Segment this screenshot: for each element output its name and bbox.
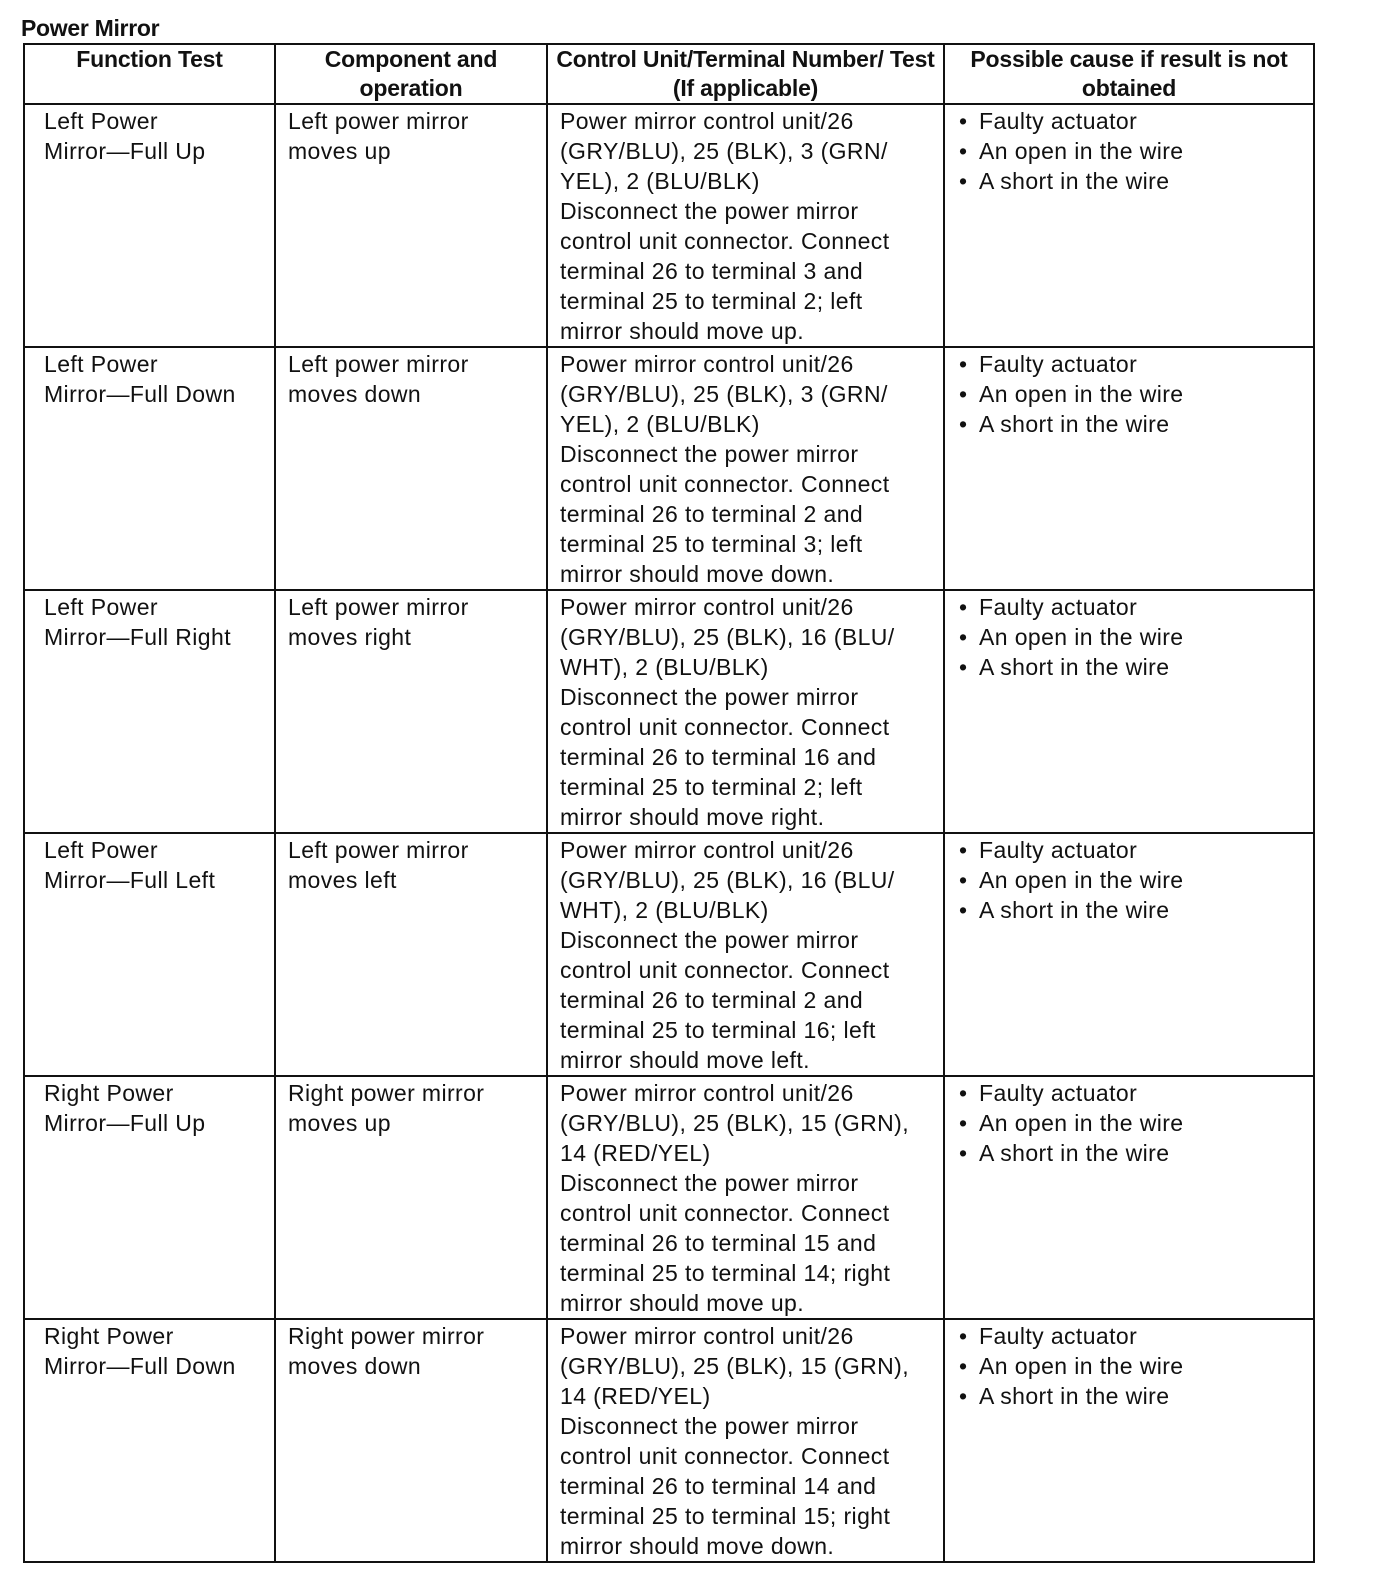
- function-test-text: Right Power Mirror—Full Up: [44, 1080, 206, 1136]
- control-unit-text: Power mirror control unit/26 (GRY/BLU), 25 (BLK), 3 (GRN/ YEL), 2 (BLU/BLK) Disconnect the power mirror control unit connector. Connect terminal 26 to terminal 2 and terminal 25 to terminal 3; left mirror should move down.: [560, 351, 890, 587]
- cell-control-unit: [547, 1076, 944, 1319]
- cause-list: [959, 1321, 1305, 1411]
- cause-item: • A short in the wire: [959, 166, 1305, 196]
- cell-component: [275, 1319, 547, 1562]
- function-test-text: Right Power Mirror—Full Down: [44, 1323, 236, 1379]
- cause-item: • Faulty actuator: [959, 106, 1305, 136]
- cell-component: [275, 347, 547, 590]
- table-row: [24, 347, 1314, 590]
- cell-control-unit: [547, 833, 944, 1076]
- cell-function-test: [24, 104, 275, 347]
- component-text: Left power mirror moves right: [288, 594, 469, 650]
- cause-item: • A short in the wire: [959, 409, 1305, 439]
- table-row: [24, 833, 1314, 1076]
- cause-list: [959, 1078, 1305, 1168]
- table-row: [24, 104, 1314, 347]
- header-component: Component and operation: [275, 44, 547, 104]
- cause-item: • Faulty actuator: [959, 592, 1305, 622]
- cause-item: • A short in the wire: [959, 1138, 1305, 1168]
- cause-list: [959, 106, 1305, 196]
- table-header-row: [24, 44, 1314, 104]
- cell-component: [275, 1076, 547, 1319]
- cell-possible-cause: [944, 1076, 1314, 1319]
- function-test-text: Left Power Mirror—Full Left: [44, 837, 216, 893]
- power-mirror-test-table: [23, 43, 1315, 1563]
- component-text: Right power mirror moves down: [288, 1323, 485, 1379]
- cause-item: • Faulty actuator: [959, 349, 1305, 379]
- cell-function-test: [24, 833, 275, 1076]
- header-possible-cause: Possible cause if result is not obtained: [944, 44, 1314, 104]
- cell-possible-cause: [944, 104, 1314, 347]
- cell-control-unit: [547, 104, 944, 347]
- control-unit-text: Power mirror control unit/26 (GRY/BLU), 25 (BLK), 16 (BLU/ WHT), 2 (BLU/BLK) Disconnect the power mirror control unit connector. Connect terminal 26 to terminal 16 and terminal 25 to terminal 2; left mirror should move right.: [560, 594, 895, 830]
- function-test-text: Left Power Mirror—Full Right: [44, 594, 231, 650]
- cell-function-test: [24, 1319, 275, 1562]
- cell-component: [275, 590, 547, 833]
- cell-component: [275, 833, 547, 1076]
- function-test-text: Left Power Mirror—Full Up: [44, 108, 206, 164]
- cause-item: • A short in the wire: [959, 895, 1305, 925]
- cause-item: • Faulty actuator: [959, 835, 1305, 865]
- cell-control-unit: [547, 590, 944, 833]
- cause-item: • An open in the wire: [959, 1351, 1305, 1381]
- cell-possible-cause: [944, 833, 1314, 1076]
- cause-item: • A short in the wire: [959, 652, 1305, 682]
- component-text: Left power mirror moves left: [288, 837, 469, 893]
- table-row: [24, 1319, 1314, 1562]
- component-text: Left power mirror moves down: [288, 351, 469, 407]
- cause-item: • An open in the wire: [959, 379, 1305, 409]
- cause-list: [959, 592, 1305, 682]
- cell-possible-cause: [944, 590, 1314, 833]
- cell-function-test: [24, 590, 275, 833]
- cell-control-unit: [547, 1319, 944, 1562]
- table-row: [24, 590, 1314, 833]
- header-function-test: Function Test: [24, 44, 275, 104]
- control-unit-text: Power mirror control unit/26 (GRY/BLU), 25 (BLK), 3 (GRN/ YEL), 2 (BLU/BLK) Disconnect the power mirror control unit connector. Connect terminal 26 to terminal 3 and terminal 25 to terminal 2; left mirror should move up.: [560, 108, 890, 344]
- cause-item: • An open in the wire: [959, 622, 1305, 652]
- cell-control-unit: [547, 347, 944, 590]
- function-test-text: Left Power Mirror—Full Down: [44, 351, 236, 407]
- cause-list: [959, 349, 1305, 439]
- section-title: Power Mirror: [21, 15, 160, 41]
- cause-item: • An open in the wire: [959, 865, 1305, 895]
- cause-item: • Faulty actuator: [959, 1078, 1305, 1108]
- cell-possible-cause: [944, 347, 1314, 590]
- cause-item: • Faulty actuator: [959, 1321, 1305, 1351]
- cause-item: • An open in the wire: [959, 1108, 1305, 1138]
- control-unit-text: Power mirror control unit/26 (GRY/BLU), 25 (BLK), 16 (BLU/ WHT), 2 (BLU/BLK) Disconnect the power mirror control unit connector. Connect terminal 26 to terminal 2 and terminal 25 to terminal 16; left mirror should move left.: [560, 837, 895, 1073]
- component-text: Left power mirror moves up: [288, 108, 469, 164]
- cell-function-test: [24, 1076, 275, 1319]
- cell-possible-cause: [944, 1319, 1314, 1562]
- table-row: [24, 1076, 1314, 1319]
- component-text: Right power mirror moves up: [288, 1080, 485, 1136]
- cell-component: [275, 104, 547, 347]
- cause-item: • A short in the wire: [959, 1381, 1305, 1411]
- control-unit-text: Power mirror control unit/26 (GRY/BLU), 25 (BLK), 15 (GRN), 14 (RED/YEL) Disconnect the power mirror control unit connector. Connect terminal 26 to terminal 14 and terminal 25 to terminal 15; right mirror should move down.: [560, 1323, 909, 1559]
- cause-item: • An open in the wire: [959, 136, 1305, 166]
- control-unit-text: Power mirror control unit/26 (GRY/BLU), 25 (BLK), 15 (GRN), 14 (RED/YEL) Disconnect the power mirror control unit connector. Connect terminal 26 to terminal 15 and terminal 25 to terminal 14; right mirror should move up.: [560, 1080, 909, 1316]
- cell-function-test: [24, 347, 275, 590]
- header-control-unit: Control Unit/Terminal Number/ Test (If applicable): [547, 44, 944, 104]
- cause-list: [959, 835, 1305, 925]
